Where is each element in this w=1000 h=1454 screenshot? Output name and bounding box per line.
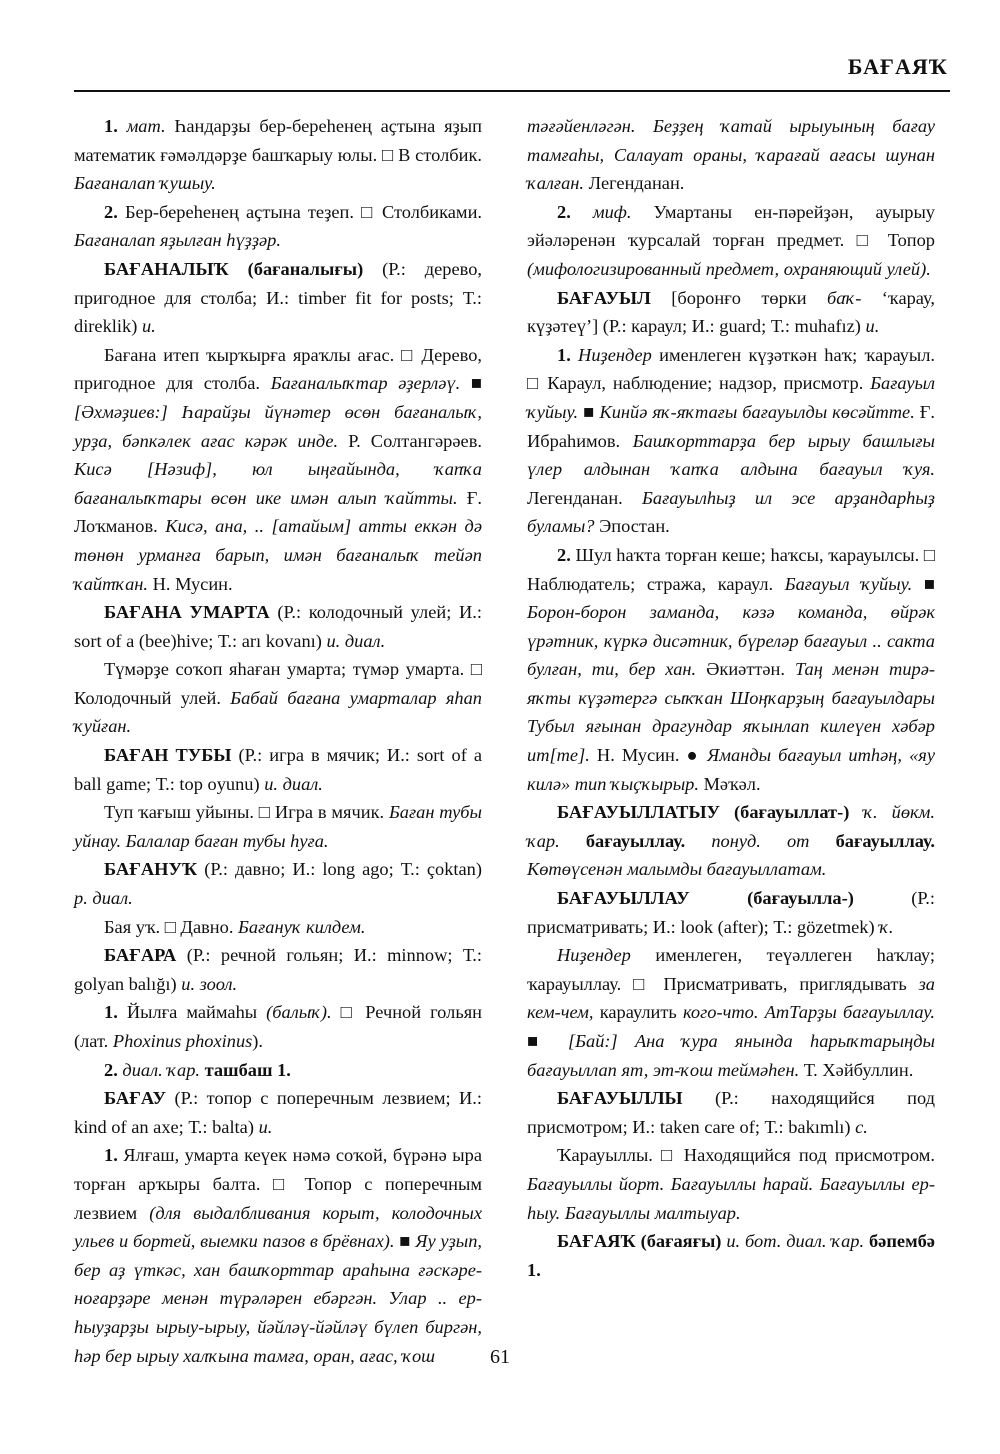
text-run: (Р.: дерево, пригодное для столба; И.: timber fit for posts; Т.: direklik) [74, 258, 483, 337]
dictionary-paragraph [527, 541, 935, 798]
text-run: Башҡорттарҙа бер ырыу башлығы үлер алдынан ҡапҡа алдына бағауыл ҡуя. [527, 430, 935, 480]
text-run: Бағаналап ҡушыу. [74, 173, 216, 194]
text-run: кого-что. АтТарҙы бағауыллау. [683, 1002, 935, 1023]
text-run: Легенданан. [584, 173, 685, 194]
text-run: Кисә [Нәзиф], юл ыңғайында, ҡапҡа бағаналыҡтары өсөн ике имән алып ҡайтты. [74, 459, 482, 508]
dictionary-paragraph [74, 1141, 482, 1370]
text-run: БАҒАН ТУБЫ [104, 745, 232, 766]
dictionary-paragraph [74, 255, 482, 341]
text-run: и. [865, 316, 880, 337]
text-run: □ Речной гольян (лат. [74, 1002, 483, 1051]
text-run: Бая уҡ. □ Давно. [104, 916, 239, 937]
dictionary-paragraph [74, 598, 482, 655]
dictionary-paragraph [74, 655, 482, 741]
text-run: и. диал. [326, 630, 386, 651]
text-run: Яманды бағауыл итһәң, «яу килә» тип ҡыҫҡырыр. [527, 745, 935, 794]
text-run: Көтөүсенән малымды бағауыллатам. [527, 859, 827, 880]
text-run: ■ [578, 401, 600, 422]
text-run: караулить [593, 1002, 684, 1023]
dictionary-paragraph [527, 1141, 935, 1227]
text-run: (Р.: присматривать; И.: look (after); Т.: gözetmek) [527, 888, 935, 937]
text-run: Ғ. Лоҡманов. [74, 487, 482, 537]
text-run: БАҒАУЫЛЛАУ (бағауылла-) [557, 888, 854, 909]
text-run: именлеген, теүәллеген һаҡлау; ҡарауыллау. □ Присматривать, приглядывать [527, 945, 935, 994]
text-run: и. зоол. [181, 973, 238, 994]
text-run: [боронғо төрки [650, 287, 828, 308]
text-run: БАҒАНАЛЫҠ (бағаналығы) [104, 258, 364, 279]
text-run: Т. Хәйбуллин. [799, 1059, 914, 1080]
text-run: (для выдалбливания корыт, колодочных ульев и бортей, выемки пазов в брёвнах). [74, 1202, 482, 1252]
text-run: 2. [557, 201, 593, 222]
dictionary-paragraph [527, 798, 935, 884]
text-run: ■ [527, 1031, 569, 1051]
text-run: Әкиәттән. [696, 659, 795, 680]
text-run: с. [855, 1116, 868, 1137]
text-run: БАҒАНУҠ [104, 859, 198, 880]
text-run: Н. Мусин. [148, 573, 233, 594]
dictionary-paragraph [74, 1056, 482, 1085]
text-run: баҡ- [827, 287, 862, 308]
text-run: Бағауыл ҡуйыу. [527, 373, 935, 422]
text-run: р. диал. [74, 888, 133, 909]
text-run: бәпембә 1. [527, 1231, 935, 1280]
text-run: 1. [104, 116, 127, 136]
text-run: Ялғаш, умарта кеүек нәмә соҡой, бүрәнә ыра торған арҡыры балта. □ Топор с поперечным лезвием [74, 1145, 482, 1223]
running-head: БАҒАЯҠ [847, 54, 948, 79]
text-run: и. бот. диал. ҡар. [721, 1231, 869, 1252]
text-run: 1. [557, 344, 579, 365]
dictionary-paragraph [74, 341, 482, 598]
text-run: Һандарҙы бер-береһенең аҫтына яҙып математик ғәмәлдәрҙе башҡарыу юлы. □ В столбик. [74, 116, 483, 165]
dictionary-paragraph [74, 855, 482, 912]
text-run: за кем-чем, [527, 973, 935, 1023]
dictionary-paragraph [74, 998, 482, 1055]
text-run: бағауыллау. [835, 830, 935, 851]
text-run: ҡ. йөкм. ҡар. [527, 802, 935, 851]
text-run: 1. [104, 1145, 124, 1166]
text-run: БАҒАНА УМАРТА [104, 602, 270, 623]
text-run: ). [252, 1031, 264, 1051]
dictionary-paragraph [74, 941, 482, 998]
dictionary-paragraph [74, 112, 482, 198]
text-run: и. [141, 316, 156, 337]
text-run: ■ [470, 373, 482, 394]
text-run: Йылға маймаһы [126, 1002, 267, 1023]
text-run: Бабай бағана умарталар яһап ҡуйған. [74, 687, 483, 737]
text-run: БАҒАУЫЛ [557, 287, 651, 308]
text-run: Н. Мусин. [589, 745, 687, 766]
left-column [74, 112, 482, 1370]
text-run: Р. Солтангәрәев. [338, 430, 482, 451]
text-run: Бер-береһенең аҫтына теҙеп. □ Столбиками. [124, 201, 483, 222]
text-run: ҡ. [879, 916, 894, 937]
dictionary-paragraph [74, 798, 482, 855]
text-run: Таң менән тирә-яҡты күҙәтергә сыҡҡан Шоңҡарҙың бағауылдары Тубыл яғынан драгундар яҡынлап килеүен хәбәр ит[те]. [527, 659, 935, 766]
dictionary-paragraph [527, 1227, 935, 1284]
text-run: Мәҡәл. [698, 773, 761, 794]
text-run: Ҡарауыллы. □ Находящийся под присмотром. [557, 1145, 935, 1166]
text-run: (мифологизированный предмет, охраняющий улей). [527, 258, 931, 279]
text-run: (Р.: топор с поперечным лезвием; И.: kind of an axe; Т.: balta) [74, 1088, 482, 1137]
text-run: БАҒАУЫЛЛЫ [557, 1088, 683, 1109]
dictionary-paragraph [527, 941, 935, 1084]
text-run: Ниҙендер [557, 945, 631, 966]
text-run: ● [686, 745, 708, 766]
dictionary-paragraph [74, 1084, 482, 1141]
text-run: миф. [592, 201, 632, 222]
text-run: БАҒАРА [104, 945, 177, 966]
text-run: (Р.: колодочный улей; И.: sort of a (bee)hive; Т.: arı kovanı) [74, 602, 483, 651]
text-run: Ғ. Ибраһимов. [527, 401, 935, 451]
dictionary-paragraph [527, 1084, 935, 1141]
dictionary-paragraph [527, 884, 935, 941]
text-run: Умартаны ен-пәрейҙән, ауырыу эйәләренән ҡурсалай торған предмет. □ Топор [527, 201, 935, 251]
text-run: бағауыллау. [585, 830, 686, 851]
dictionary-paragraph [527, 284, 935, 341]
dictionary-paragraph [74, 913, 482, 942]
text-run: Эпостан. [594, 516, 670, 537]
text-run: и. диал. [264, 773, 323, 794]
text-run: Phoxinus phoxinus [112, 1031, 253, 1051]
text-run: Бағауыл ҡуйыу. [784, 573, 913, 594]
text-run: Кисә, ана, .. [атайым] атты еккән дә төнөн урманға барып, имән бағаналыҡ тейәп ҡайтҡан. [74, 516, 483, 594]
header-rule [74, 90, 950, 92]
text-run: ■ [394, 1231, 416, 1252]
text-run: ■ [912, 573, 935, 594]
text-run: [Әхмәҙиев:] Һарайҙы йүнәтер өсөн бағаналыҡ, урҙа, бәпкәлек ағас кәрәк инде. [74, 401, 482, 451]
text-run: (Р.: находящийся под присмотром; И.: taken care of; Т.: bakımlı) [527, 1088, 935, 1137]
text-run: мат. [126, 116, 166, 136]
text-run: диал. ҡар. [122, 1059, 205, 1080]
dictionary-paragraph [527, 112, 935, 198]
text-run: Бағана итеп ҡырҡырға яраҡлы ағас. □ Дерево, пригодное для столба. [74, 344, 482, 394]
text-run: Легенданан. [527, 487, 643, 508]
text-run: 2. [104, 201, 125, 222]
page-number: 61 [490, 1346, 510, 1368]
text-run: 2. [557, 544, 576, 565]
text-run: Шул һаҡта торған кеше; һаҡсы, ҡарауылсы. □ Наблюдатель; стража, караул. [527, 544, 936, 594]
text-run: БАҒАУ [104, 1088, 167, 1109]
text-run: 1. [104, 1002, 127, 1023]
text-run: [Бай:] Ана ҡура янында һарыҡтарыңды бағауыллап ят, эт-ҡош теймәһен. [527, 1031, 935, 1080]
dictionary-paragraph [527, 198, 935, 284]
text-run: Түмәрҙе соҡоп яһаған умарта; түмәр умарта. □ Колодочный улей. [74, 659, 482, 708]
text-run: Бағаналыҡтар әҙерләү. [270, 373, 471, 394]
text-run: ‘ҡарау, күҙәтеү’] (Р.: караул; И.: guard; Т.: muhafız) [527, 287, 935, 337]
text-run: Бағануҡ килдем. [238, 916, 366, 937]
right-column [527, 112, 935, 1284]
dictionary-paragraph [527, 341, 935, 541]
dictionary-paragraph [74, 198, 482, 255]
text-run: Борон-борон заманда, кәзә команда, өйрәк үрәтник, күркә дисәтник, бүреләр бағауыл .. сакта булған, ти, бер хан. [527, 602, 935, 680]
text-run: 2. [104, 1059, 123, 1080]
text-run: Бағауылһыҙ ил эсе арҙандарһыҙ буламы? [527, 487, 935, 537]
text-run: Баған тубы уйнау. Балалар баған тубы һуға. [74, 802, 482, 851]
text-run: тәғәйенләгән. Беҙҙең ҡатай ырыуының бағау тамғаһы, Салауат ораны, ҡарағай ағасы шунан ҡалған. [527, 116, 935, 194]
text-run: (Р.: игра в мячик; И.: sort of a ball game; Т.: top oyunu) [74, 745, 483, 794]
text-run: (Р.: давно; И.: long ago; Т.: çoktan) [197, 859, 482, 880]
text-run: Бағауыллы йорт. Бағауыллы һарай. Бағауыллы ер-һыу. Бағауыллы малтыуар. [527, 1173, 935, 1223]
text-run: Яу уҙып, бер аҙ үткәс, хан башҡорттар араһына ғәскәре-ноғарҙәре менән түрәләрен ебәргән. Улар .. ер-һыуҙарҙы ырыу-ырыу, йәйләү-йәйләү бүлеп биргән, һәр бер ырыу халҡына тамға, оран, ағас, ҡош [74, 1231, 482, 1366]
text-run: БАҒАЯҠ (бағаяғы) [557, 1231, 722, 1252]
text-run: понуд. от [685, 830, 836, 851]
text-run: Кинйә яҡ-яҡтағы бағауылды көсәйтте. [599, 401, 915, 422]
text-run: (балыҡ). [266, 1002, 332, 1023]
dictionary-paragraph [74, 741, 482, 798]
text-run: и. [258, 1116, 273, 1137]
text-run: Бағаналап яҙылған һүҙҙәр. [74, 230, 281, 251]
text-run: ташбаш 1. [204, 1059, 291, 1080]
text-run: БАҒАУЫЛЛАТЫУ (бағауыллат-) [557, 802, 850, 823]
text-run: (Р.: речной гольян; И.: minnow; Т.: golyan balığı) [74, 945, 482, 994]
text-run: именлеген күҙәткән һаҡ; ҡарауыл. □ Караул, наблюдение; надзор, присмотр. [527, 344, 935, 394]
text-run: Туп ҡағыш уйыны. □ Игра в мячик. [104, 802, 389, 823]
text-run: Ниҙендер [578, 344, 652, 365]
